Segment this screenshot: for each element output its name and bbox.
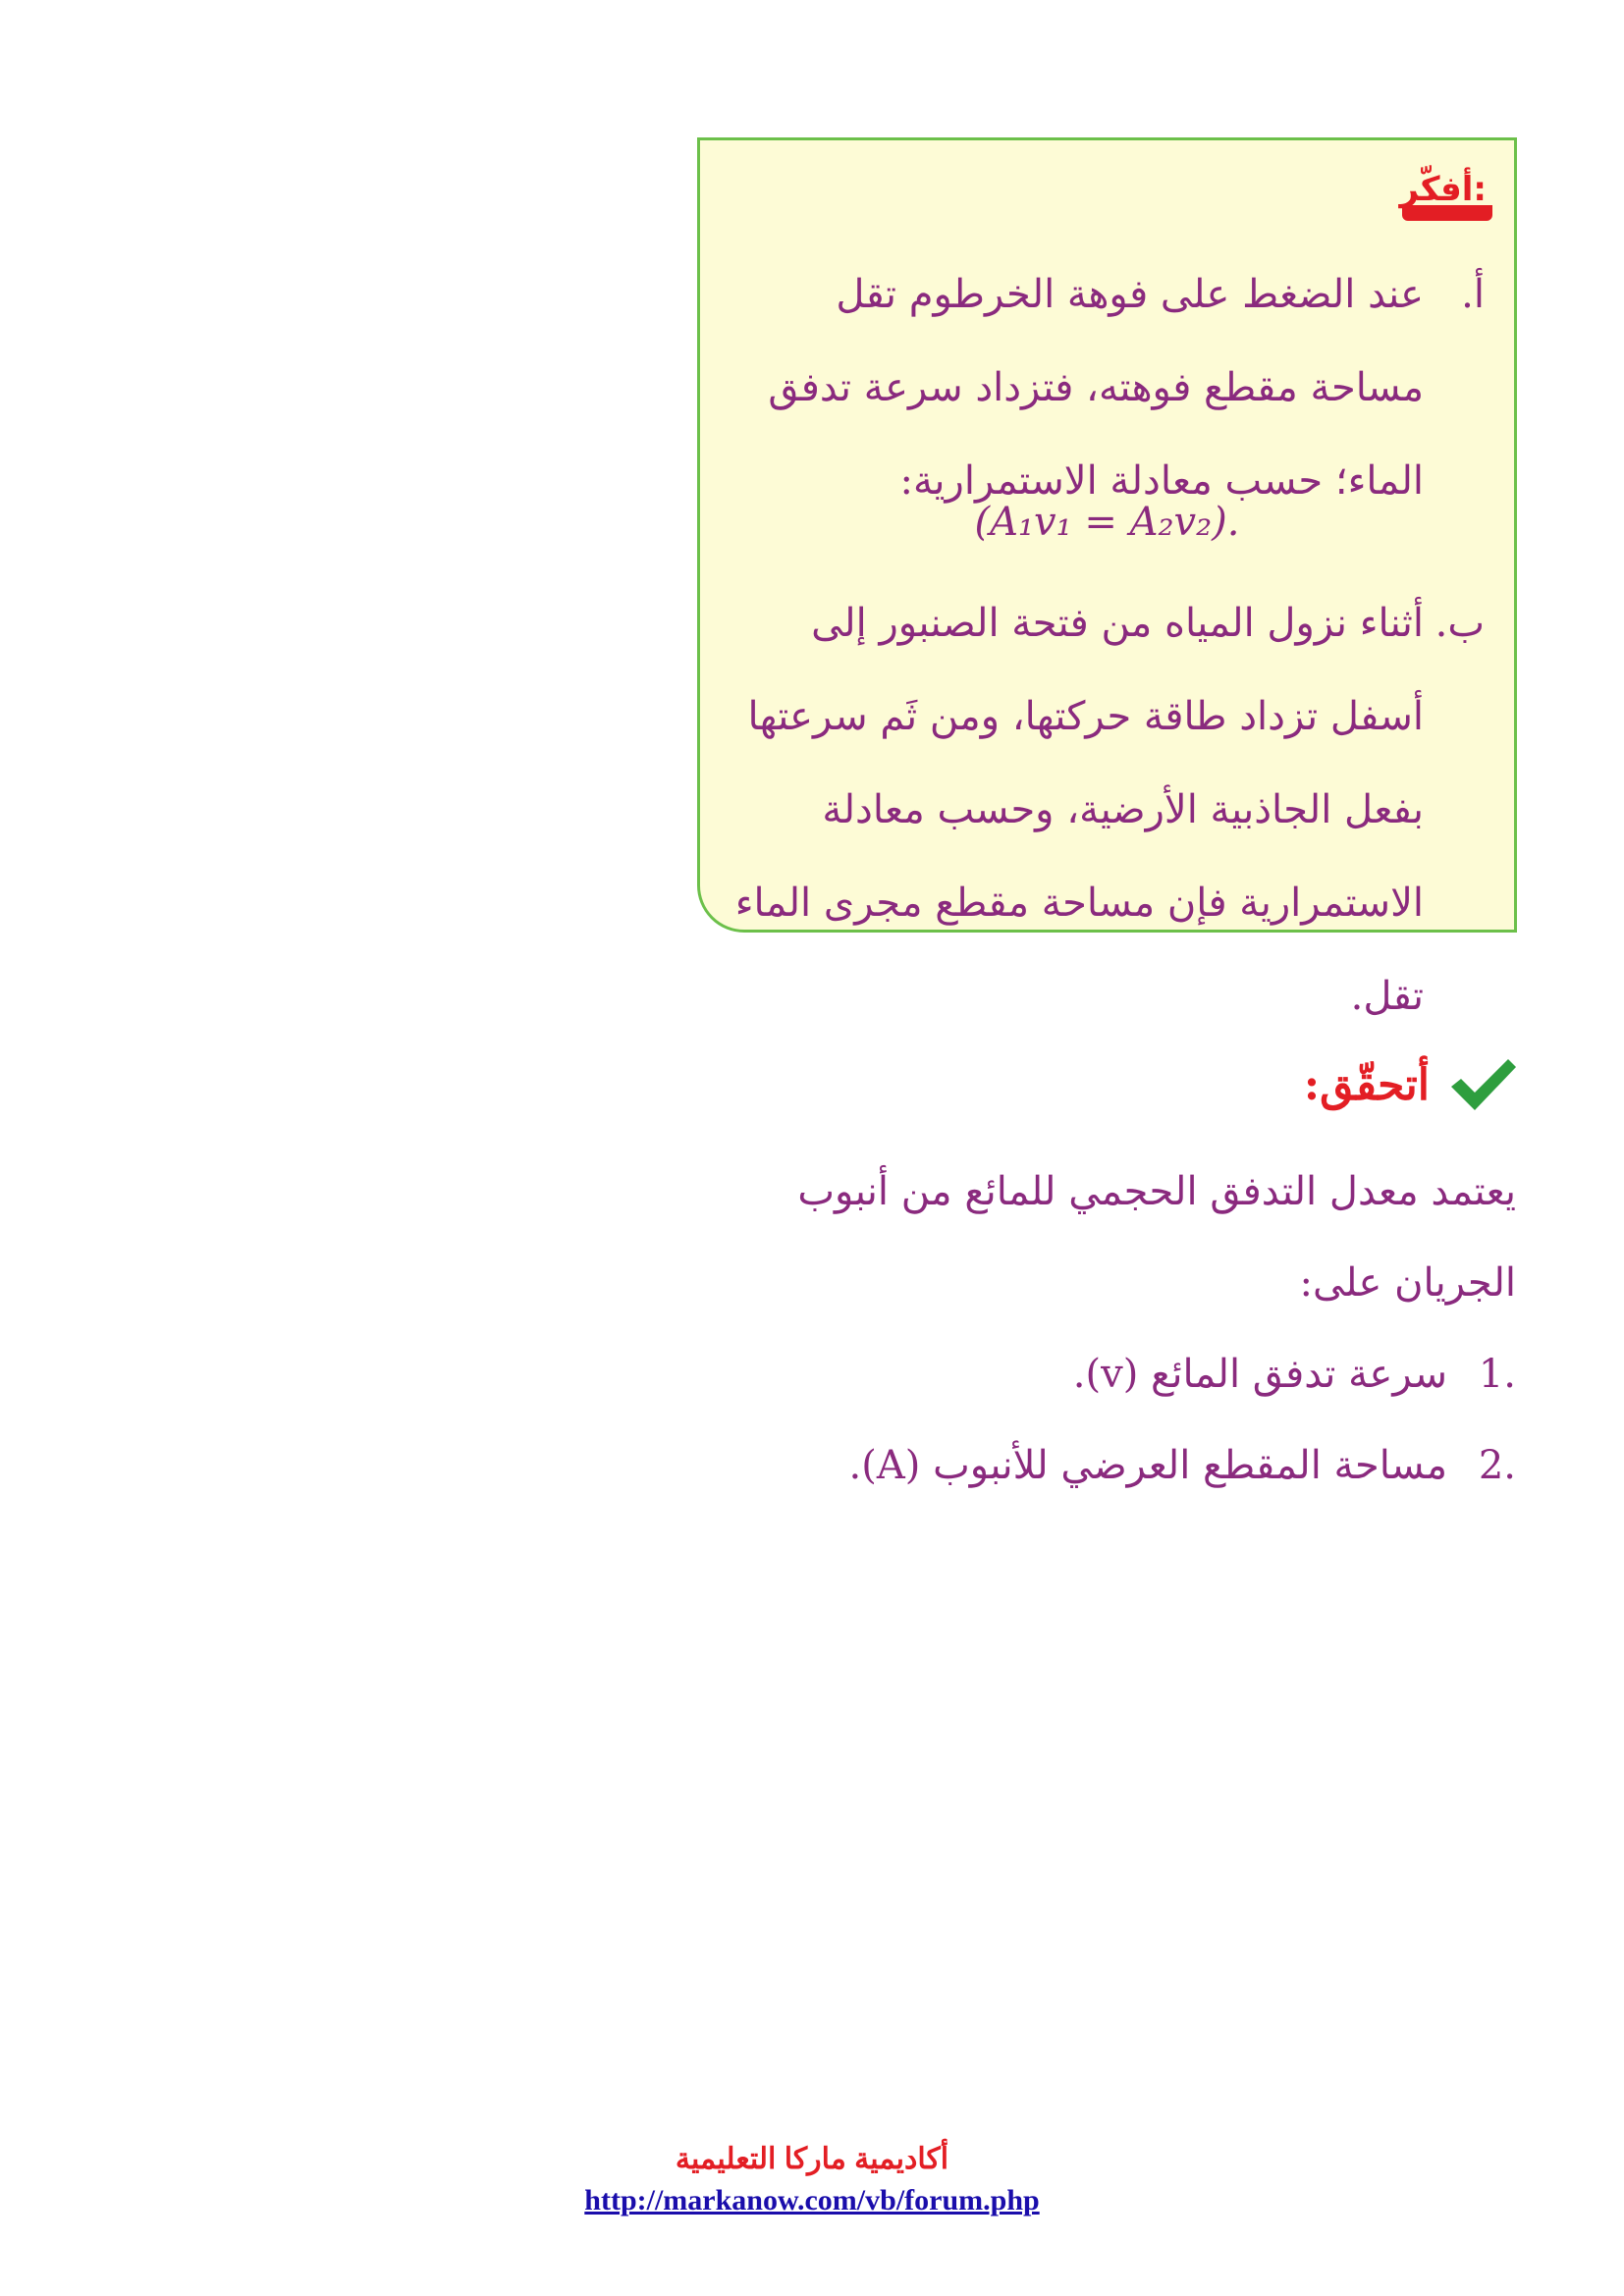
list-item-text: سرعة تدفق المائع (v). [1072,1352,1447,1397]
list-item-text: مساحة المقطع العرضي للأنبوب (A). [848,1443,1447,1488]
think-box [697,137,1517,1019]
answer-item-b [719,577,1485,1043]
footer [0,2140,1624,2222]
verify-list [750,1329,1516,1512]
verify-body [750,1147,1516,1512]
list-item-number: .2 [1478,1443,1516,1488]
list-item [750,1420,1516,1512]
verify-heading [1304,1055,1518,1114]
answer-item-a-text: عند الضغط على فوهة الخرطوم تقل مساحة مقطع فوهته، فتزداد سرعة تدفق الماء؛ حسب معادلة الاستمرارية: [768,272,1424,504]
answer-item-a [719,248,1485,528]
answer-item-b-marker: ب. [1435,601,1485,646]
verify-title: أتحقّق: [1303,1059,1430,1110]
list-item [750,1329,1516,1420]
list-item-number: .1 [1478,1352,1516,1397]
checkmark-icon [1447,1055,1518,1114]
verify-intro: يعتمد معدل التدفق الحجمي للمائع من أنبوب الجريان على: [797,1169,1516,1306]
footer-org-name: أكاديمية ماركا التعليمية [675,2143,949,2175]
think-badge [1399,166,1492,223]
think-badge-label: أفكّر: [1399,170,1487,209]
continuity-equation: (A₁v₁ = A₂v₂). [974,500,1240,545]
answer-item-a-marker: أ. [1461,272,1485,317]
answer-item-b-text: أثناء نزول المياه من فتحة الصنبور إلى أسفل تزداد طاقة حركتها، ومن ثَم سرعتها بفعل الجاذبية الأرضية، وحسب معادلة الاستمرارية فإن مساحة مقطع مجرى الماء تقل. [734,601,1424,1019]
footer-forum-link[interactable]: http://markanow.com/vb/forum.php [584,2184,1040,2216]
